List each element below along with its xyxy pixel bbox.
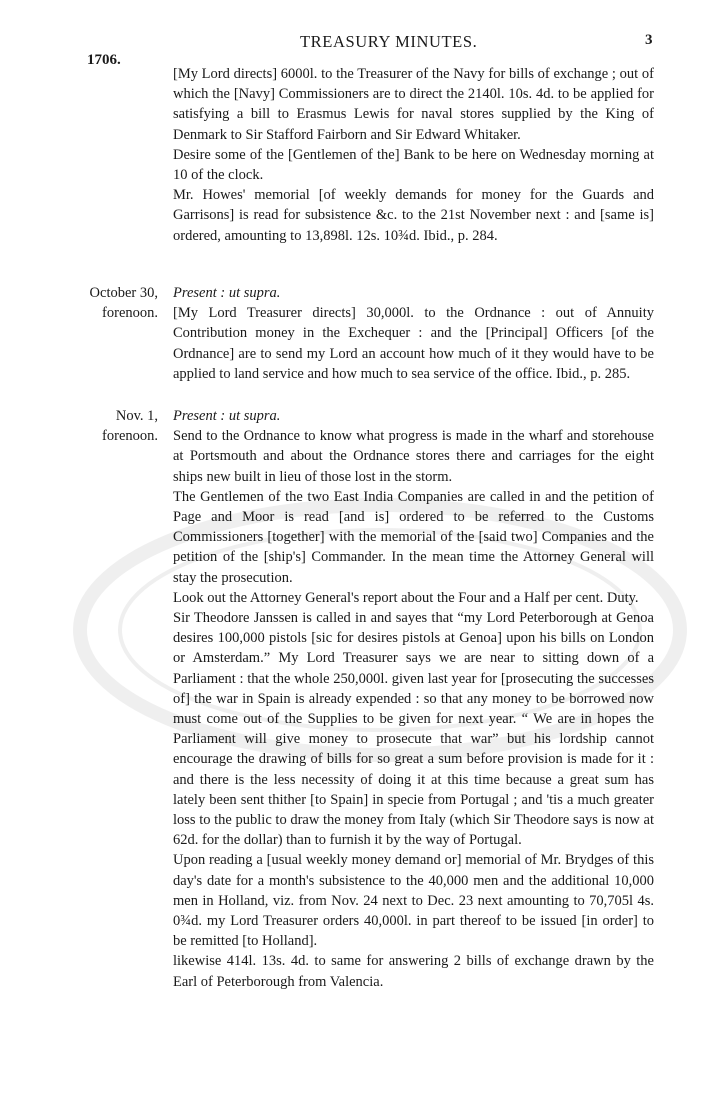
paragraph: [My Lord directs] 6000l. to the Treasurer of the Navy for bills of exchange ; out of which the [Navy] Commissioners are to direct the 2140l. 10s. 4d. to be applied for satisfying a bill to Erasmus Lewis for naval stores supplied by the King of Denmark to Sir Stafford Fairborn and Sir Edward Whitaker. <box>173 66 654 143</box>
page-number: 3 <box>645 32 653 48</box>
entry-body <box>173 283 654 384</box>
present-line: Present : ut supra. <box>173 285 281 301</box>
paragraph: Mr. Howes' memorial [of weekly demands for money for the Guards and Garrisons] is read for subsistence &c. to the 21st November next : and [same is] ordered, amounting to 13,898l. 12s. 10¾d. Ibid., p. 284. <box>173 187 654 244</box>
present-line: Present : ut supra. <box>173 408 281 424</box>
page-header <box>0 32 722 68</box>
page-year: 1706. <box>87 52 121 68</box>
paragraph: Desire some of the [Gentlemen of the] Bank to be here on Wednesday morning at 10 of the clock. <box>173 146 654 184</box>
entry-body <box>173 64 654 246</box>
entry-body <box>173 406 654 992</box>
margin-date: Nov. 1, forenoon. <box>102 408 158 445</box>
paragraph: likewise 414l. 13s. 4d. to same for answering 2 bills of exchange drawn by the Earl of Peterborough from Valencia. <box>173 953 654 990</box>
paragraph: Look out the Attorney General's report about the Four and a Half per cent. Duty. <box>173 589 639 606</box>
running-title: TREASURY MINUTES. <box>300 32 478 51</box>
paragraph: Sir Theodore Janssen is called in and sayes that “my Lord Peterborough at Genoa desires 100,000 pistols [sic for desires pistols at Genoa] upon his bills on London or Amsterdam.” My Lord Treasurer says we are near to sitting down of a Parliament : that the whole 250,000l. given last year for [prosecuting the successes of] the war in Spain is already expended : so that any money to be borrowed now must come out of the Supplies to be given for next year. “ We are in hopes the Parliament will give money to prosecute that war” but his lordship cannot encourage the drawing of bills for so great a sum before provision is made for it : and there is the less necessity of doing it at this time because a great sum has lately been sent thither [to Spain] in specie from Portugal ; and 'tis a much greater loss to the public to draw the money from Italy (which Sir Theodore says is now at 62d. for the dollar) than to furnish it by the way of Portugal. <box>173 610 654 849</box>
paragraph: [My Lord Treasurer directs] 30,000l. to the Ordnance : out of Annuity Contribution money in the Exchequer : and the [Principal] Officers [of the Ordnance] are to send my Lord an account how much of it they would have to be applied to land service and how much to sea service of the office. Ibid., p. 285. <box>173 305 654 382</box>
margin-date: October 30, forenoon. <box>89 285 158 322</box>
paragraph: The Gentlemen of the two East India Companies are called in and the petition of Page and Moor is read [and is] ordered to be referred to the Customs Commissioners [together] with the memorial of the [said two] Companies and the petition of the [ship's] Commander. In the mean time the Attorney General will stay the prosecution. <box>173 488 654 586</box>
paragraph: Upon reading a [usual weekly money demand or] memorial of Mr. Brydges of this day's date for a month's subsistence to the 40,000 men and the additional 10,000 men in Holland, viz. from Nov. 24 next to Dec. 23 next amounting to 70,705l 4s. 0¾d. my Lord Treasurer orders 40,000l. in part thereof to be issued [in order] to be remitted [to Holland]. <box>173 852 654 950</box>
paragraph: Send to the Ordnance to know what progress is made in the wharf and storehouse at Portsmouth and about the Ordnance stores there and carriages for the eight ships new built in lieu of those lost in the storm. <box>173 428 654 485</box>
